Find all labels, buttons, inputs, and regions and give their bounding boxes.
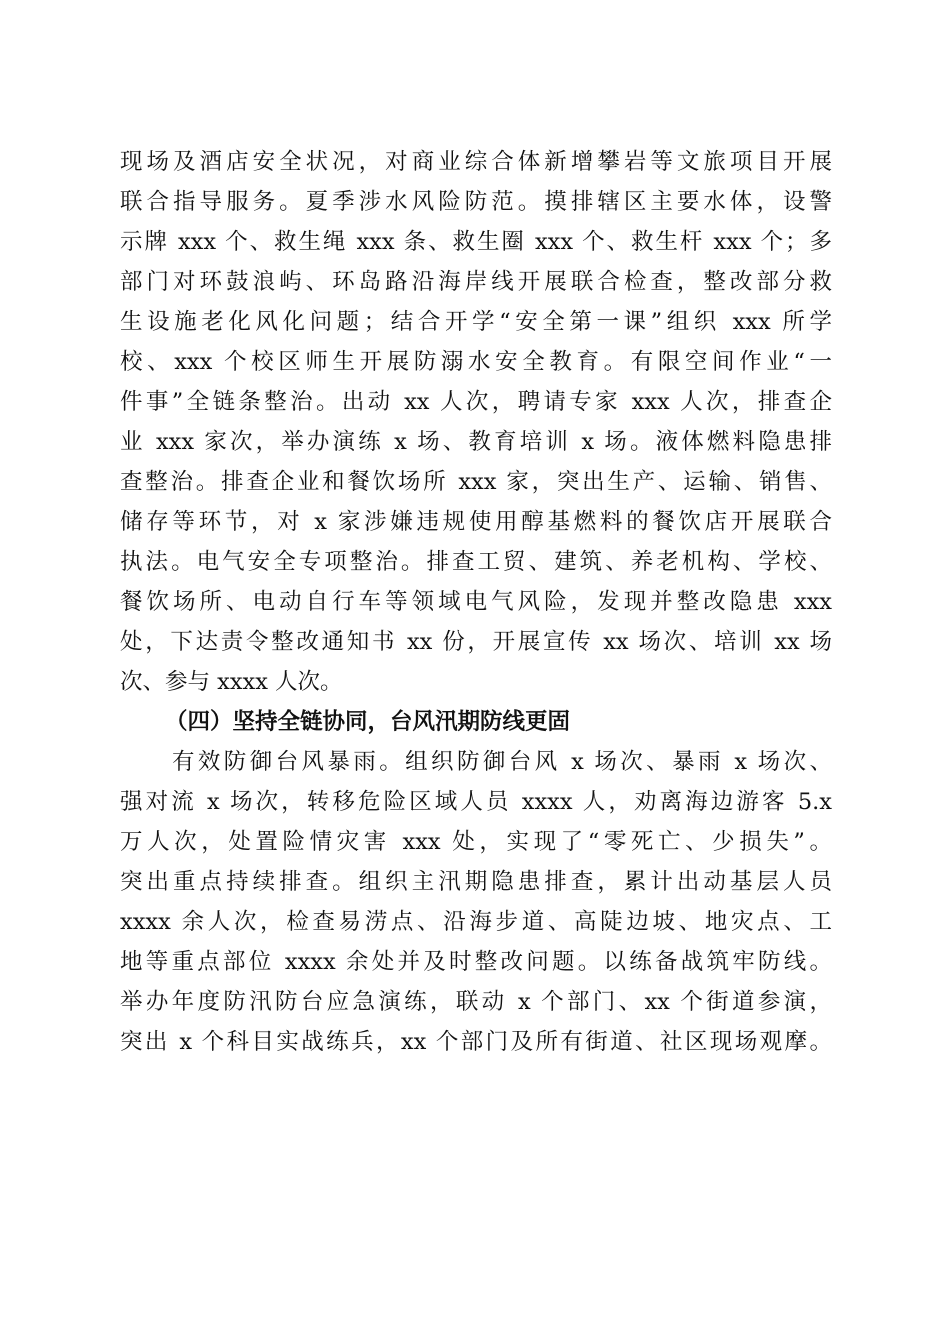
- text-line: 餐饮场所、电动自行车等领域电气风险，发现并整改隐患 xxx: [120, 589, 832, 615]
- text-line: 部门对环鼓浪屿、环岛路沿海岸线开展联合检查，整改部分救: [120, 269, 832, 295]
- text-line: 查整治。排查企业和餐饮场所 xxx 家，突出生产、运输、销售、: [120, 469, 832, 495]
- section-heading: （四）坚持全链协同，台风汛期防线更固: [165, 709, 571, 735]
- text-line: 强对流 x 场次，转移危险区域人员 xxxx 人，劝离海边游客 5.x: [120, 789, 832, 815]
- text-line: 生设施老化风化问题；结合开学“安全第一课”组织 xxx 所学: [120, 309, 832, 335]
- text-line: 业 xxx 家次，举办演练 x 场、教育培训 x 场。液体燃料隐患排: [120, 429, 832, 455]
- text-line: 校、xxx 个校区师生开展防溺水安全教育。有限空间作业“一: [120, 349, 832, 375]
- text-line: 联合指导服务。夏季涉水风险防范。摸排辖区主要水体，设警: [120, 189, 832, 215]
- text-line: 突出 x 个科目实战练兵，xx 个部门及所有街道、社区现场观摩。: [120, 1029, 832, 1055]
- body-text: [120, 142, 832, 1062]
- text-line: 执法。电气安全专项整治。排查工贸、建筑、养老机构、学校、: [120, 549, 832, 575]
- text-line: xxxx 余人次，检查易涝点、沿海步道、高陡边坡、地灾点、工: [120, 909, 832, 935]
- text-line: 现场及酒店安全状况，对商业综合体新增攀岩等文旅项目开展: [120, 149, 832, 175]
- text-line: 处，下达责令整改通知书 xx 份，开展宣传 xx 场次、培训 xx 场: [120, 629, 832, 655]
- text-line: 储存等环节，对 x 家涉嫌违规使用醇基燃料的餐饮店开展联合: [120, 509, 832, 535]
- text-line: 突出重点持续排查。组织主汛期隐患排查，累计出动基层人员: [120, 869, 832, 895]
- text-line: 件事”全链条整治。出动 xx 人次，聘请专家 xxx 人次，排查企: [120, 389, 832, 415]
- text-line: 地等重点部位 xxxx 余处并及时整改问题。以练备战筑牢防线。: [120, 949, 832, 975]
- text-line: 次、参与 xxxx 人次。: [120, 669, 343, 695]
- text-line: 万人次，处置险情灾害 xxx 处，实现了“零死亡、少损失”。: [120, 829, 832, 855]
- text-line: 举办年度防汛防台应急演练，联动 x 个部门、xx 个街道参演，: [120, 989, 832, 1015]
- text-line: 有效防御台风暴雨。组织防御台风 x 场次、暴雨 x 场次、: [172, 749, 832, 775]
- text-line: 示牌 xxx 个、救生绳 xxx 条、救生圈 xxx 个、救生杆 xxx 个；多: [120, 229, 832, 255]
